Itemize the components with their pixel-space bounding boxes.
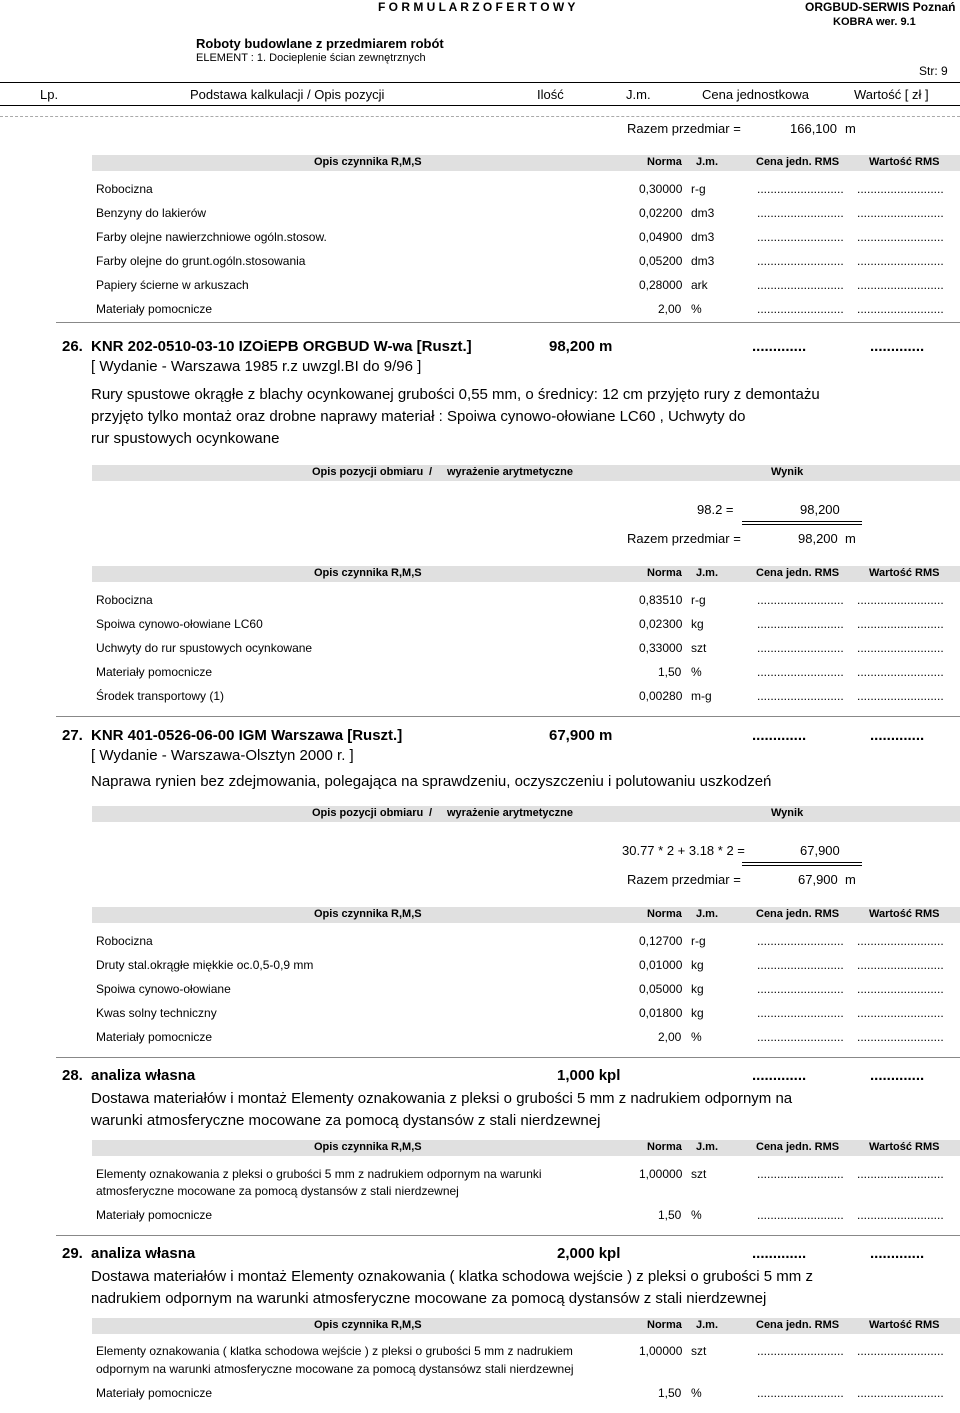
norma-label: Norma bbox=[647, 908, 682, 920]
rms-name: Materiały pomocnicze bbox=[96, 665, 213, 679]
rms-unit: r-g bbox=[691, 182, 706, 196]
rms-unit: r-g bbox=[691, 593, 706, 607]
rms-price-dots: .......................... bbox=[757, 1386, 844, 1400]
rms-value-dots: .......................... bbox=[857, 182, 944, 196]
document-title: Roboty budowlane z przedmiarem robót bbox=[196, 36, 444, 51]
rms-name: Farby olejne nawierzchniowe ogóln.stosow. bbox=[96, 230, 327, 244]
p26-desc-line: przyjęto tylko montaż oraz drobne naprawy materiał : Spoiwa cynowo-ołowiane LC60 , Uchwyty do bbox=[91, 408, 746, 425]
program-version: KOBRA wer. 9.1 bbox=[833, 16, 916, 28]
rms-name: Kwas solny techniczny bbox=[96, 1006, 217, 1020]
rms-unit: szt bbox=[691, 1344, 707, 1358]
p26-expression: 98.2 = bbox=[697, 502, 734, 517]
rms-price-dots: .......................... bbox=[757, 206, 844, 220]
rms-factor-label: Opis czynnika R,M,S bbox=[314, 1141, 422, 1153]
razem-label: Razem przedmiar = bbox=[627, 121, 741, 136]
meas-desc-label: Opis pozycji obmiaru bbox=[312, 807, 424, 819]
p27-qty: 67,900 m bbox=[549, 727, 613, 744]
p27-value-dots: ............. bbox=[870, 727, 925, 744]
p29-description bbox=[91, 1266, 891, 1310]
rms-unit: dm3 bbox=[691, 206, 715, 220]
rms-value-dots: .......................... bbox=[857, 958, 944, 972]
p27-expression: 30.77 * 2 + 3.18 * 2 = bbox=[622, 843, 745, 858]
rms-price-dots: .......................... bbox=[757, 302, 844, 316]
rms-factor-label: Opis czynnika R,M,S bbox=[314, 1319, 422, 1331]
rms-value-dots: .......................... bbox=[857, 1386, 944, 1400]
p27-lp: 27. bbox=[62, 727, 83, 744]
razem-unit: m bbox=[845, 121, 856, 136]
p26-description bbox=[91, 384, 891, 450]
jm-label: J.m. bbox=[696, 567, 719, 579]
price-rms-label: Cena jedn. RMS bbox=[756, 567, 840, 579]
rms-name: Druty stal.okrągłe miękkie oc.0,5-0,9 mm bbox=[96, 958, 314, 972]
rms-unit: kg bbox=[691, 982, 704, 996]
p27-code: KNR 401-0526-06-00 IGM Warszawa [Ruszt.] bbox=[91, 727, 403, 744]
p27-desc-line: Naprawa rynien bez zdejmowania, polegająca na sprawdzeniu, oczyszczeniu i polutowaniu uszkodzeń bbox=[91, 773, 772, 790]
rms-price-dots: .......................... bbox=[757, 934, 844, 948]
p26-code: KNR 202-0510-03-10 IZOiEPB ORGBUD W-wa [Ruszt.] bbox=[91, 338, 472, 355]
result-underline bbox=[742, 862, 862, 863]
position-separator bbox=[56, 1235, 960, 1236]
rms-row-continuation bbox=[0, 1184, 960, 1204]
rms-unit: kg bbox=[691, 958, 704, 972]
p28-value-dots: ............. bbox=[870, 1067, 925, 1084]
rms-row bbox=[0, 934, 960, 954]
page-number: Str: 9 bbox=[919, 64, 948, 78]
company-name: ORGBUD-SERWIS Poznań bbox=[805, 0, 956, 14]
result-label: Wynik bbox=[771, 807, 804, 819]
jm-label: J.m. bbox=[696, 1141, 719, 1153]
rms-factor-label: Opis czynnika R,M,S bbox=[314, 156, 422, 168]
p28-lp: 28. bbox=[62, 1067, 83, 1084]
rms-price-dots: .......................... bbox=[757, 958, 844, 972]
col-lp: Lp. bbox=[40, 87, 59, 102]
value-rms-label: Wartość RMS bbox=[869, 567, 940, 579]
rms-norma: 1,50 bbox=[658, 1208, 682, 1222]
norma-label: Norma bbox=[647, 1319, 682, 1331]
col-value: Wartość [ zł ] bbox=[854, 87, 929, 102]
rms-unit: % bbox=[691, 1208, 702, 1222]
rms-price-dots: .......................... bbox=[757, 182, 844, 196]
value-rms-label: Wartość RMS bbox=[869, 1141, 940, 1153]
result-underline bbox=[742, 521, 862, 522]
rms-unit: % bbox=[691, 1030, 702, 1044]
element-label: ELEMENT : 1. Docieplenie ścian zewnętrznych bbox=[196, 52, 426, 64]
rms-value-dots: .......................... bbox=[857, 934, 944, 948]
rms-header-bar bbox=[92, 907, 960, 923]
rms-unit: kg bbox=[691, 1006, 704, 1020]
rms-row bbox=[0, 230, 960, 250]
rms-norma: 1,50 bbox=[658, 1386, 682, 1400]
p27-edition: [ Wydanie - Warszawa-Olsztyn 2000 r. ] bbox=[91, 747, 354, 764]
rms-name: Robocizna bbox=[96, 934, 153, 948]
rms-unit: % bbox=[691, 302, 702, 316]
p29-qty: 2,000 kpl bbox=[557, 1245, 621, 1262]
rms-unit: ark bbox=[691, 278, 708, 292]
rms-value-dots: .......................... bbox=[857, 1208, 944, 1222]
p29-desc-line: nadrukiem odpornym na warunki atmosferyczne mocowane za pomocą dystansów z stali nierdzewnej bbox=[91, 1290, 767, 1307]
rms-price-dots: .......................... bbox=[757, 982, 844, 996]
rms-name: Elementy oznakowania ( klatka schodowa wejście ) z pleksi o grubości 5 mm z nadrukiem bbox=[96, 1344, 573, 1358]
header-top-rule bbox=[0, 82, 960, 83]
price-rms-label: Cena jedn. RMS bbox=[756, 908, 840, 920]
rms-value-dots: .......................... bbox=[857, 617, 944, 631]
rms-norma: 0,01000 bbox=[639, 958, 683, 972]
rms-value-dots: .......................... bbox=[857, 982, 944, 996]
rms-name: Materiały pomocnicze bbox=[96, 302, 213, 316]
rms-name-line2: atmosferyczne mocowane za pomocą dystansów z stali nierdzewnej bbox=[96, 1184, 459, 1198]
rms-row bbox=[0, 958, 960, 978]
p26-expression-result: 98,200 bbox=[800, 502, 840, 517]
rms-unit: dm3 bbox=[691, 230, 715, 244]
rms-name: Papiery ścierne w arkuszach bbox=[96, 278, 249, 292]
meas-desc-label: Opis pozycji obmiaru bbox=[312, 466, 424, 478]
rms-price-dots: .......................... bbox=[757, 689, 844, 703]
rms-name: Spoiwa cynowo-ołowiane LC60 bbox=[96, 617, 263, 631]
rms-norma: 0,02200 bbox=[639, 206, 683, 220]
price-rms-label: Cena jedn. RMS bbox=[756, 156, 840, 168]
rms-price-dots: .......................... bbox=[757, 1030, 844, 1044]
rms-value-dots: .......................... bbox=[857, 1006, 944, 1020]
rms-norma: 1,00000 bbox=[639, 1344, 683, 1358]
rms-name: Środek transportowy (1) bbox=[96, 689, 225, 703]
rms-row bbox=[0, 302, 960, 322]
position-separator bbox=[56, 1057, 960, 1058]
norma-label: Norma bbox=[647, 156, 682, 168]
p27-expression-result: 67,900 bbox=[800, 843, 840, 858]
price-rms-label: Cena jedn. RMS bbox=[756, 1319, 840, 1331]
rms-value-dots: .......................... bbox=[857, 278, 944, 292]
meas-expr-label: wyrażenie arytmetyczne bbox=[447, 466, 573, 478]
value-rms-label: Wartość RMS bbox=[869, 908, 940, 920]
rms-price-dots: .......................... bbox=[757, 641, 844, 655]
rms-factor-label: Opis czynnika R,M,S bbox=[314, 908, 422, 920]
dashed-rule bbox=[0, 116, 960, 117]
p29-desc-line: Dostawa materiałów i montaż Elementy oznakowania ( klatka schodowa wejście ) z pleksi o grubości 5 mm z bbox=[91, 1268, 813, 1285]
p29-value-dots: ............. bbox=[870, 1245, 925, 1262]
p29-lp: 29. bbox=[62, 1245, 83, 1262]
meas-header-bar bbox=[92, 806, 960, 822]
position-separator bbox=[56, 716, 960, 717]
p26-desc-line: rur spustowych ocynkowane bbox=[91, 430, 280, 447]
rms-unit: r-g bbox=[691, 934, 706, 948]
rms-row bbox=[0, 278, 960, 298]
norma-label: Norma bbox=[647, 1141, 682, 1153]
result-label: Wynik bbox=[771, 466, 804, 478]
rms-norma: 0,83510 bbox=[639, 593, 683, 607]
rms-price-dots: .......................... bbox=[757, 1208, 844, 1222]
rms-row bbox=[0, 254, 960, 274]
p29-price-dots: ............. bbox=[752, 1245, 807, 1262]
rms-value-dots: .......................... bbox=[857, 230, 944, 244]
meas-slash: / bbox=[429, 807, 433, 819]
p29-code: analiza własna bbox=[91, 1245, 196, 1262]
rms-norma: 0,28000 bbox=[639, 278, 683, 292]
rms-row bbox=[0, 1006, 960, 1026]
rms-value-dots: .......................... bbox=[857, 593, 944, 607]
rms-unit: szt bbox=[691, 641, 707, 655]
rms-value-dots: .......................... bbox=[857, 206, 944, 220]
rms-value-dots: .......................... bbox=[857, 665, 944, 679]
rms-unit: szt bbox=[691, 1167, 707, 1181]
rms-header-bar bbox=[92, 155, 960, 171]
p27-price-dots: ............. bbox=[752, 727, 807, 744]
p28-code: analiza własna bbox=[91, 1067, 196, 1084]
rms-norma: 0,30000 bbox=[639, 182, 683, 196]
rms-norma: 1,00000 bbox=[639, 1167, 683, 1181]
rms-price-dots: .......................... bbox=[757, 1167, 844, 1181]
rms-name: Robocizna bbox=[96, 182, 153, 196]
rms-row bbox=[0, 206, 960, 226]
p26-razem-value: 98,200 bbox=[798, 531, 838, 546]
p28-price-dots: ............. bbox=[752, 1067, 807, 1084]
rms-norma: 0,04900 bbox=[639, 230, 683, 244]
rms-unit: % bbox=[691, 1386, 702, 1400]
jm-label: J.m. bbox=[696, 156, 719, 168]
jm-label: J.m. bbox=[696, 908, 719, 920]
result-underline bbox=[742, 524, 862, 525]
rms-factor-label: Opis czynnika R,M,S bbox=[314, 567, 422, 579]
rms-norma: 0,12700 bbox=[639, 934, 683, 948]
p28-qty: 1,000 kpl bbox=[557, 1067, 621, 1084]
rms-norma: 0,00280 bbox=[639, 689, 683, 703]
razem-label: Razem przedmiar = bbox=[627, 872, 741, 887]
rms-norma: 0,01800 bbox=[639, 1006, 683, 1020]
rms-norma: 0,05200 bbox=[639, 254, 683, 268]
p28-description bbox=[91, 1088, 891, 1132]
rms-unit: % bbox=[691, 665, 702, 679]
p28-desc-line: Dostawa materiałów i montaż Elementy oznakowania z pleksi o grubości 5 mm z nadrukiem odpornym na bbox=[91, 1090, 793, 1107]
price-rms-label: Cena jedn. RMS bbox=[756, 1141, 840, 1153]
rms-value-dots: .......................... bbox=[857, 1167, 944, 1181]
p26-razem-unit: m bbox=[845, 531, 856, 546]
meas-expr-label: wyrażenie arytmetyczne bbox=[447, 807, 573, 819]
rms-unit: kg bbox=[691, 617, 704, 631]
meas-slash: / bbox=[429, 466, 433, 478]
rms-name: Materiały pomocnicze bbox=[96, 1386, 213, 1400]
rms-unit: m-g bbox=[691, 689, 712, 703]
form-title: F O R M U L A R Z O F E R T O W Y bbox=[378, 0, 576, 14]
p27-razem-unit: m bbox=[845, 872, 856, 887]
rms-price-dots: .......................... bbox=[757, 278, 844, 292]
rms-name: Farby olejne do grunt.ogóln.stosowania bbox=[96, 254, 306, 268]
rms-row bbox=[0, 1208, 960, 1228]
meas-header-bar bbox=[92, 465, 960, 481]
rms-price-dots: .......................... bbox=[757, 617, 844, 631]
p26-price-dots: ............. bbox=[752, 338, 807, 355]
rms-name: Materiały pomocnicze bbox=[96, 1030, 213, 1044]
rms-name-line2: odpornym na warunki atmosferyczne mocowane za pomocą dystansówz stali nierdzewnej bbox=[96, 1362, 574, 1376]
rms-row bbox=[0, 182, 960, 202]
rms-row bbox=[0, 665, 960, 685]
rms-price-dots: .......................... bbox=[757, 593, 844, 607]
rms-header-bar bbox=[92, 1318, 960, 1334]
p28-desc-line: warunki atmosferyczne mocowane za pomocą dystansów z stali nierdzewnej bbox=[91, 1112, 601, 1129]
result-underline bbox=[742, 865, 862, 866]
rms-price-dots: .......................... bbox=[757, 1344, 844, 1358]
rms-value-dots: .......................... bbox=[857, 1344, 944, 1358]
rms-norma: 0,02300 bbox=[639, 617, 683, 631]
rms-row bbox=[0, 593, 960, 613]
rms-row bbox=[0, 689, 960, 709]
p27-razem-value: 67,900 bbox=[798, 872, 838, 887]
rms-norma: 2,00 bbox=[658, 302, 682, 316]
rms-norma: 2,00 bbox=[658, 1030, 682, 1044]
norma-label: Norma bbox=[647, 567, 682, 579]
rms-header-bar bbox=[92, 1140, 960, 1156]
rms-price-dots: .......................... bbox=[757, 254, 844, 268]
rms-row bbox=[0, 641, 960, 661]
rms-value-dots: .......................... bbox=[857, 254, 944, 268]
rms-norma: 1,50 bbox=[658, 665, 682, 679]
rms-value-dots: .......................... bbox=[857, 641, 944, 655]
rms-header-bar bbox=[92, 566, 960, 582]
col-unit: J.m. bbox=[626, 87, 651, 102]
rms-value-dots: .......................... bbox=[857, 689, 944, 703]
p26-desc-line: Rury spustowe okrągłe z blachy ocynkowanej grubości 0,55 mm, o średnicy: 12 cm przyjęto rury z demontażu bbox=[91, 386, 820, 403]
rms-price-dots: .......................... bbox=[757, 665, 844, 679]
rms-name: Elementy oznakowania z pleksi o grubości 5 mm z nadrukiem odpornym na warunki bbox=[96, 1167, 542, 1181]
col-basis: Podstawa kalkulacji / Opis pozycji bbox=[190, 87, 385, 102]
rms-name: Benzyny do lakierów bbox=[96, 206, 207, 220]
rms-row-continuation bbox=[0, 1362, 960, 1382]
position-separator bbox=[56, 322, 960, 323]
value-rms-label: Wartość RMS bbox=[869, 156, 940, 168]
rms-row bbox=[0, 1030, 960, 1050]
col-qty: Ilość bbox=[537, 87, 564, 102]
rms-row bbox=[0, 1344, 960, 1364]
rms-row bbox=[0, 982, 960, 1002]
rms-name: Materiały pomocnicze bbox=[96, 1208, 213, 1222]
rms-value-dots: .......................... bbox=[857, 1030, 944, 1044]
p26-value-dots: ............. bbox=[870, 338, 925, 355]
rms-name: Spoiwa cynowo-ołowiane bbox=[96, 982, 231, 996]
rms-unit: dm3 bbox=[691, 254, 715, 268]
rms-norma: 0,33000 bbox=[639, 641, 683, 655]
rms-name: Robocizna bbox=[96, 593, 153, 607]
rms-row bbox=[0, 617, 960, 637]
rms-price-dots: .......................... bbox=[757, 1006, 844, 1020]
p27-description bbox=[91, 771, 891, 793]
header-bottom-rule bbox=[0, 105, 960, 106]
razem-value: 166,100 bbox=[790, 121, 837, 136]
p26-lp: 26. bbox=[62, 338, 83, 355]
jm-label: J.m. bbox=[696, 1319, 719, 1331]
rms-row bbox=[0, 1386, 960, 1406]
razem-label: Razem przedmiar = bbox=[627, 531, 741, 546]
rms-norma: 0,05000 bbox=[639, 982, 683, 996]
rms-price-dots: .......................... bbox=[757, 230, 844, 244]
p26-qty: 98,200 m bbox=[549, 338, 613, 355]
rms-value-dots: .......................... bbox=[857, 302, 944, 316]
rms-name: Uchwyty do rur spustowych ocynkowane bbox=[96, 641, 313, 655]
value-rms-label: Wartość RMS bbox=[869, 1319, 940, 1331]
col-price: Cena jednostkowa bbox=[702, 87, 809, 102]
p26-edition: [ Wydanie - Warszawa 1985 r.z uwzgl.BI do 9/96 ] bbox=[91, 358, 422, 375]
